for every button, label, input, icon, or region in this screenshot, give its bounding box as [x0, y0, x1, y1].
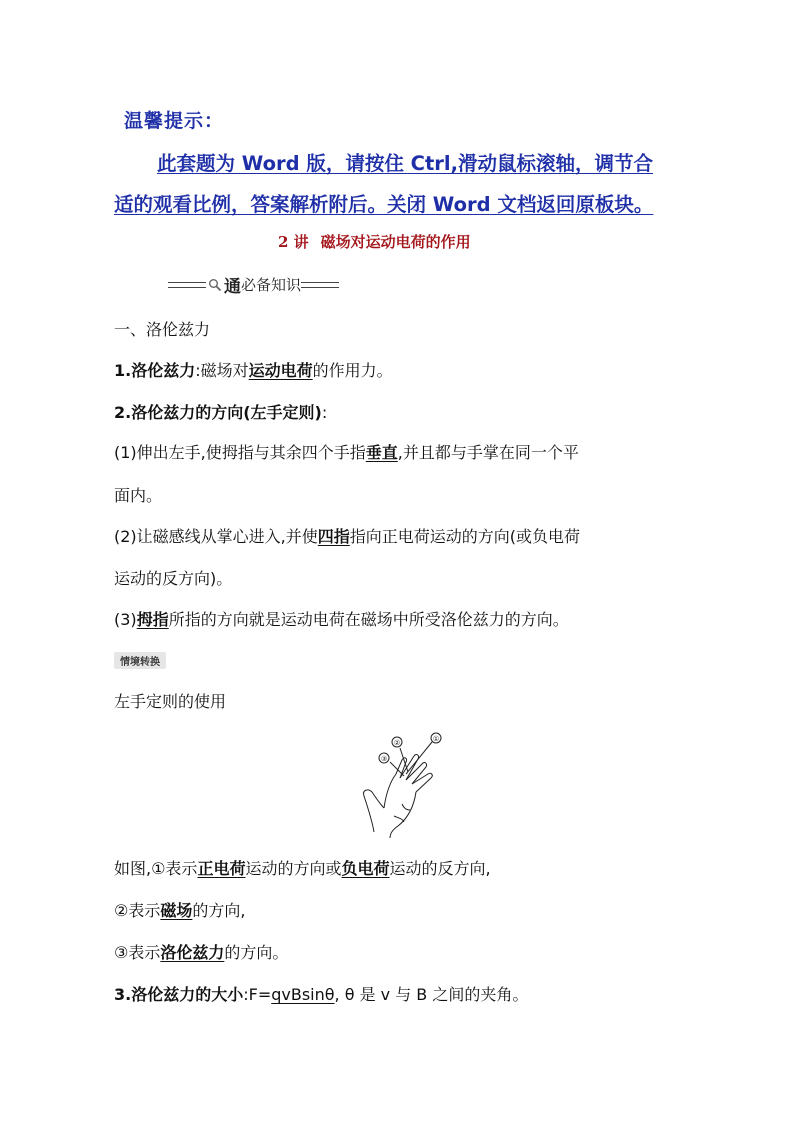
label-2: ② — [393, 739, 401, 747]
lecture-number: 2 讲 — [278, 233, 309, 251]
answer-blank: 拇指 — [136, 610, 169, 629]
answer-blank: 运动电荷 — [248, 361, 313, 380]
exp-1-mid: 运动的方向或 — [245, 859, 342, 878]
banner-right-rule — [301, 282, 339, 288]
item-1-text-b: 的作用力。 — [312, 361, 393, 380]
item-2-text: : — [321, 403, 328, 422]
exp-3-suffix: 的方向。 — [224, 943, 289, 962]
label-3: ③ — [380, 755, 388, 763]
item-3 — [114, 982, 528, 1005]
sub-item-1-cont: 面内。 — [114, 486, 163, 505]
item-3-text-b: , θ 是 v 与 B 之间的夹角。 — [334, 985, 529, 1004]
answer-blank: 洛伦兹力 — [160, 943, 225, 962]
left-hand-figure — [356, 728, 446, 842]
sub-1-prefix: (1)伸出左手,使拇指与其余四个手指 — [114, 443, 366, 462]
sub-3-prefix: (3) — [114, 610, 137, 629]
lecture-name: 磁场对运动电荷的作用 — [320, 233, 471, 251]
sub-2-prefix: (2)让磁感线从掌心进入,并使 — [114, 527, 318, 546]
section-heading: 一、洛伦兹力 — [114, 320, 211, 339]
exp-2-prefix: ②表示 — [114, 901, 161, 920]
sub-1-suffix: ,并且都与手掌在同一个平 — [397, 443, 579, 462]
sub-item-3 — [114, 607, 569, 630]
context-badge: 情境转换 — [114, 652, 166, 669]
explain-1 — [114, 856, 491, 879]
figure-intro: 左手定则的使用 — [114, 692, 227, 711]
lecture-title — [278, 231, 471, 252]
item-3-label: 3.洛伦兹力的大小 — [114, 985, 244, 1004]
exp-1-prefix: 如图,①表示 — [114, 859, 198, 878]
section-banner — [168, 272, 339, 297]
exp-1-suffix: 运动的反方向, — [389, 859, 491, 878]
answer-blank: 负电荷 — [341, 859, 390, 878]
item-2-label: 2.洛伦兹力的方向(左手定则) — [114, 403, 322, 422]
item-1-text-a: :磁场对 — [195, 361, 249, 380]
sub-item-1 — [114, 440, 579, 463]
answer-blank: 磁场 — [160, 901, 193, 920]
item-1-label: 1.洛伦兹力 — [114, 361, 196, 380]
banner-badge-char: 通 — [224, 277, 241, 297]
exp-2-suffix: 的方向, — [192, 901, 246, 920]
answer-blank: 正电荷 — [197, 859, 246, 878]
item-2 — [114, 400, 327, 423]
explain-3 — [114, 940, 288, 963]
explain-2 — [114, 898, 245, 921]
sub-item-2 — [114, 524, 580, 547]
banner-left-rule — [168, 282, 206, 288]
tip-line-1: 此套题为 Word 版，请按住 Ctrl,滑动鼠标滚轴，调节合 — [157, 152, 653, 175]
item-1 — [114, 358, 393, 381]
sub-3-suffix: 所指的方向就是运动电荷在磁场中所受洛伦兹力的方向。 — [168, 610, 569, 629]
sub-2-suffix: 指向正电荷运动的方向(或负电荷 — [349, 527, 581, 546]
answer-blank: 垂直 — [365, 443, 398, 462]
item-3-text-a: :F= — [243, 985, 272, 1004]
formula-blank: qvBsinθ — [271, 985, 335, 1004]
magnifier-icon — [208, 278, 222, 292]
label-1: ① — [432, 735, 440, 743]
tip-title: 温馨提示： — [124, 110, 225, 132]
exp-3-prefix: ③表示 — [114, 943, 161, 962]
answer-blank: 四指 — [317, 527, 350, 546]
tip-line-2: 适的观看比例，答案解析附后。关闭 Word 文档返回原板块。 — [114, 193, 654, 216]
banner-label: 必备知识 — [241, 276, 302, 294]
sub-item-2-cont: 运动的反方向)。 — [114, 569, 233, 588]
